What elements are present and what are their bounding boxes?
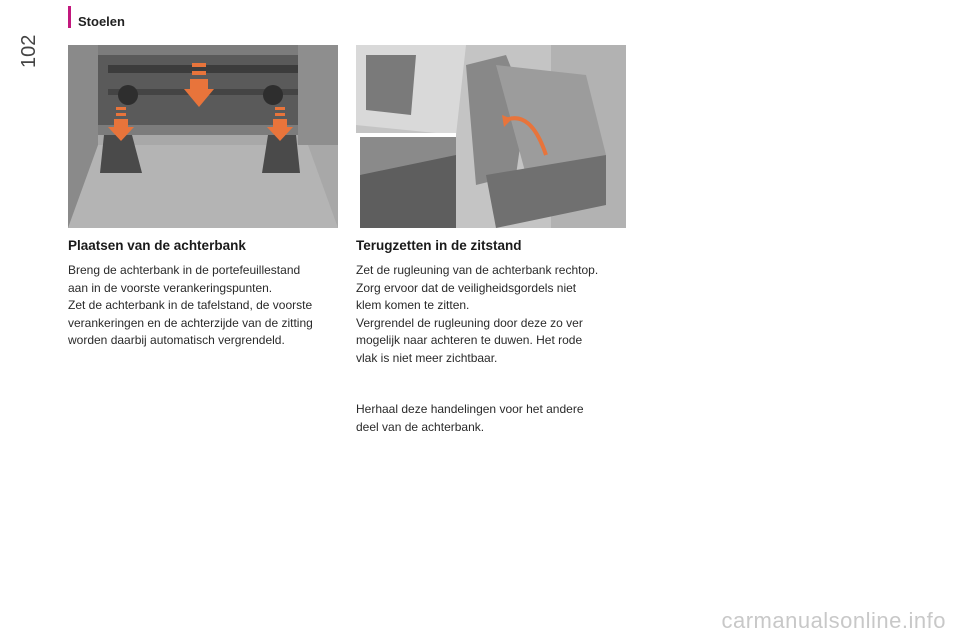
right-heading: Terugzetten in de zitstand	[356, 238, 522, 253]
text-line: vlak is niet meer zichtbaar.	[356, 350, 498, 365]
section-title: Stoelen	[78, 14, 125, 29]
right-paragraph-2	[356, 401, 618, 436]
seat-anchor-illustration	[68, 45, 338, 228]
text-line: mogelijk naar achteren te duwen. Het rode	[356, 333, 583, 347]
right-column	[356, 238, 618, 436]
page-number: 102	[18, 34, 40, 68]
text-line: Herhaal deze handelingen voor het andere	[356, 402, 584, 416]
text-line: Zorg ervoor dat de veiligheidsgordels niet	[356, 280, 577, 295]
right-paragraph	[356, 262, 618, 367]
text-line: deel van de achterbank.	[356, 419, 485, 434]
text-line: Breng de achterbank in de portefeuillestand	[68, 263, 301, 277]
text-line: Vergrendel de rugleuning door deze zo ver	[356, 315, 583, 330]
text-line: Zet de achterbank in de tafelstand, de voorste	[68, 298, 313, 312]
text-line: aan in de voorste verankeringspunten.	[68, 280, 273, 295]
left-heading: Plaatsen van de achterbank	[68, 238, 246, 253]
text-line: klem komen te zitten.	[356, 298, 470, 312]
watermark: carmanualsonline.info	[721, 608, 946, 633]
left-paragraph	[68, 262, 330, 350]
text-line: verankeringen en de achterzijde van de zitting	[68, 315, 313, 330]
text-line: worden daarbij automatisch vergrendeld.	[68, 333, 285, 347]
rear-seat-illustration	[356, 45, 626, 228]
section-accent-bar	[68, 6, 71, 28]
text-line: Zet de rugleuning van de achterbank rechtop.	[356, 263, 599, 277]
left-column	[68, 238, 330, 350]
